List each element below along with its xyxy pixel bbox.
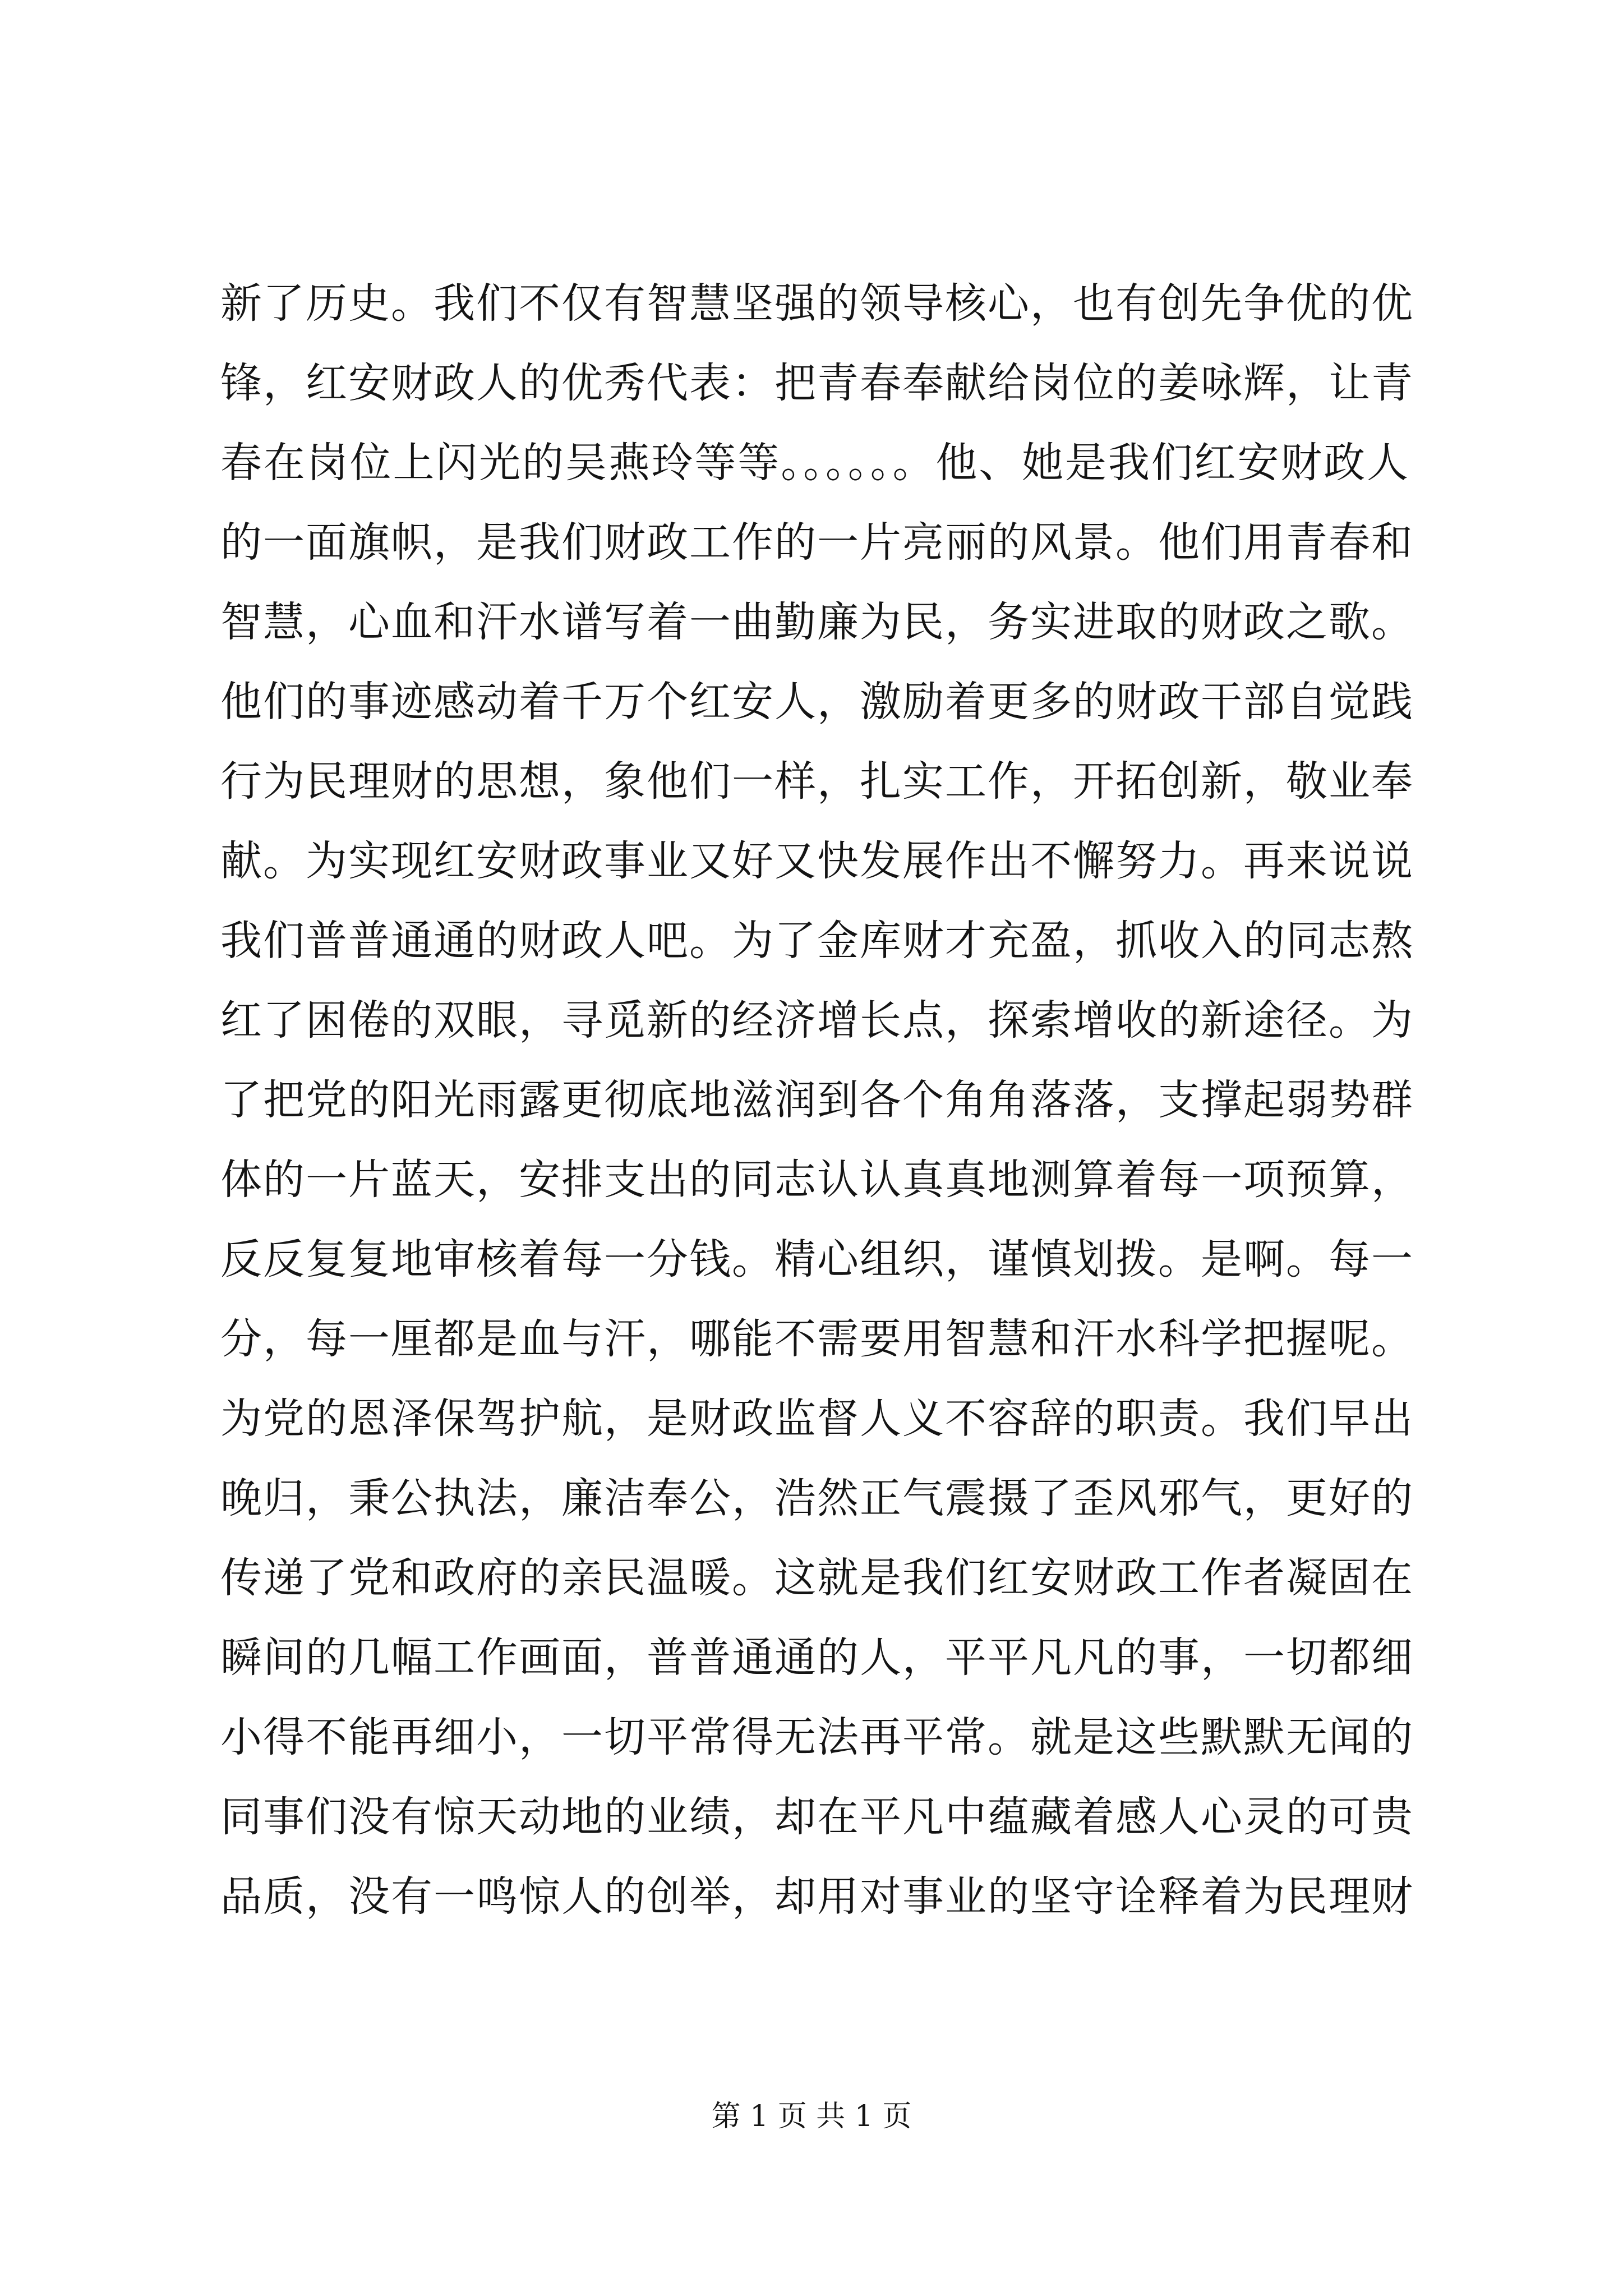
body-text (220, 264, 1414, 1936)
text-line: 为党的恩泽保驾护航，是财政监督人义不容辞的职责。我们早出 (220, 1395, 1414, 1443)
text-line: 品质，没有一鸣惊人的创举，却用对事业的坚守诠释着为民理财 (220, 1872, 1414, 1921)
text-line: 智慧，心血和汗水谱写着一曲勤廉为民，务实进取的财政之歌。 (220, 598, 1414, 646)
text-line: 春在岗位上闪光的吴燕玲等等。。。。。。他、她是我们红安财政人 (220, 439, 1409, 487)
text-line: 瞬间的几幅工作画面，普普通通的人，平平凡凡的事，一切都细 (220, 1634, 1414, 1682)
text-line: 体的一片蓝天，安排支出的同志认认真真地测算着每一项预算， (220, 1156, 1414, 1204)
text-line: 反反复复地审核着每一分钱。精心组织，谨慎划拨。是啊。每一 (220, 1235, 1414, 1283)
text-line: 行为民理财的思想，象他们一样，扎实工作，开拓创新，敬业奉 (220, 757, 1414, 806)
text-line: 献。为实现红安财政事业又好又快发展作出不懈努力。再来说说 (220, 837, 1414, 885)
text-line: 的一面旗帜，是我们财政工作的一片亮丽的风景。他们用青春和 (220, 518, 1414, 567)
text-line: 新了历史。我们不仅有智慧坚强的领导核心，也有创先争优的优 (220, 279, 1414, 328)
text-line: 红了困倦的双眼，寻觅新的经济增长点，探索增收的新途径。为 (220, 996, 1414, 1045)
text-line: 晚归，秉公执法，廉洁奉公，浩然正气震摄了歪风邪气，更好的 (220, 1474, 1414, 1522)
text-line: 我们普普通通的财政人吧。为了金库财才充盈，抓收入的同志熬 (220, 917, 1414, 965)
text-line: 同事们没有惊天动地的业绩，却在平凡中蕴藏着感人心灵的可贵 (220, 1793, 1414, 1841)
text-line: 他们的事迹感动着千万个红安人，激励着更多的财政干部自觉践 (220, 678, 1414, 726)
text-line: 传递了党和政府的亲民温暖。这就是我们红安财政工作者凝固在 (220, 1554, 1414, 1602)
text-line: 了把党的阳光雨露更彻底地滋润到各个角角落落，支撑起弱势群 (220, 1076, 1414, 1124)
text-line: 锋，红安财政人的优秀代表：把青春奉献给岗位的姜咏辉，让青 (220, 359, 1414, 407)
text-line: 小得不能再细小，一切平常得无法再平常。就是这些默默无闻的 (220, 1713, 1414, 1761)
text-line: 分，每一厘都是血与汗，哪能不需要用智慧和汗水科学把握呢。 (220, 1315, 1414, 1363)
page-number: 第 1 页 共 1 页 (711, 2100, 912, 2133)
page-footer (0, 2097, 1623, 2136)
